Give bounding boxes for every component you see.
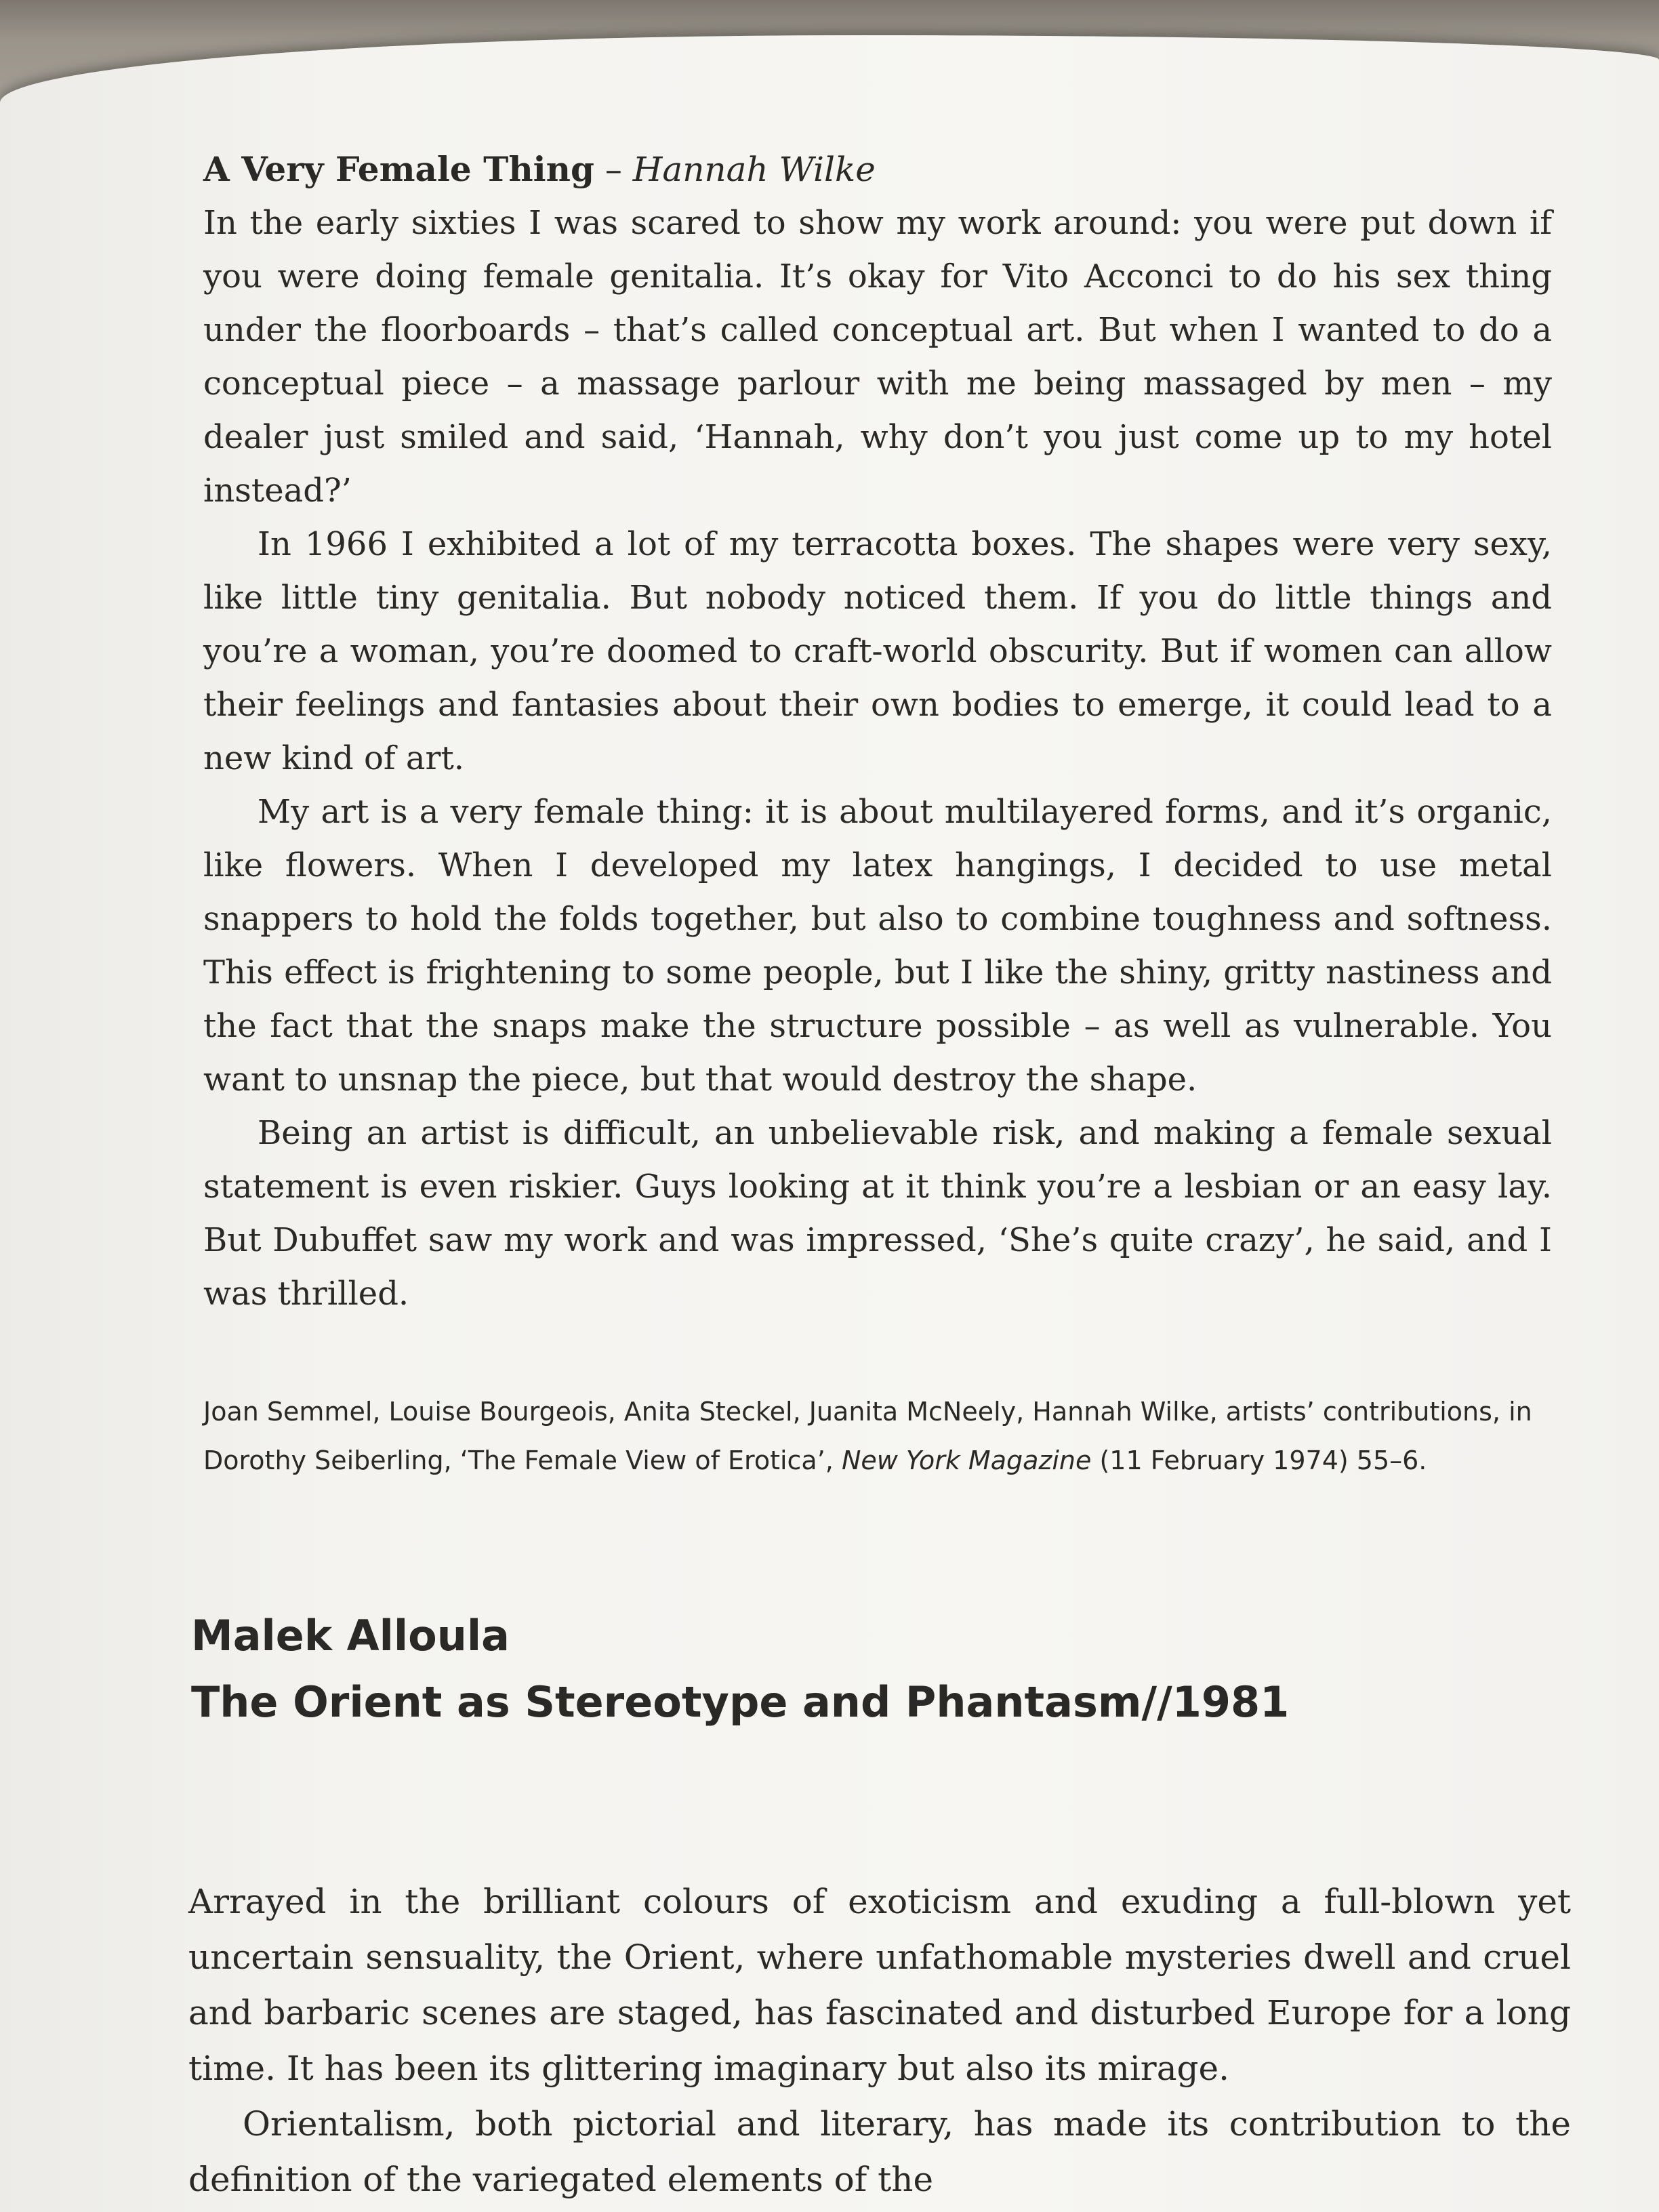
- citation-details: (11 February 1974) 55–6.: [1091, 1446, 1427, 1475]
- section-body: [188, 1874, 1571, 2207]
- essay-paragraph-2: In 1966 I exhibited a lot of my terracotta boxes. The shapes were very sexy, like little tiny genitalia. But nobody noticed them. If you do little things and you’re a woman, you’re doomed to craft-world obscurity. But if women can allow their feelings and fantasies about their own bodies to emerge, it could lead to a new kind of art.: [203, 525, 1552, 777]
- section-title: The Orient as Stereotype and Phantasm//1981: [191, 1677, 1290, 1727]
- section-paragraph-2: Orientalism, both pictorial and literary, has made its contribution to the definition of the variegated elements of the: [188, 2104, 1571, 2199]
- section-author: Malek Alloula: [191, 1611, 510, 1660]
- source-citation: [203, 1387, 1552, 1485]
- citation-journal: New York Magazine: [841, 1446, 1092, 1475]
- essay-paragraph-4: Being an artist is difficult, an unbelievable risk, and making a female sexual statement is even riskier. Guys looking at it think you’re a lesbian or an easy lay. But Dubuffet saw my work and was impressed, ‘She’s quite crazy’, he said, and I was thrilled.: [203, 1114, 1552, 1313]
- essay-author: Hannah Wilke: [632, 150, 876, 189]
- section-header: [191, 1603, 1574, 1736]
- citation-text: Joan Semmel, Louise Bourgeois, Anita Steckel, Juanita McNeely, Hannah Wilke, artists’ contributions, in Dorothy Seiberling, ‘The Female View of Erotica’,: [203, 1397, 1532, 1475]
- essay-title: A Very Female Thing: [203, 149, 594, 189]
- essay-title-separator: –: [594, 150, 633, 189]
- section-paragraph-1: Arrayed in the brilliant colours of exoticism and exuding a full-blown yet uncertain sensuality, the Orient, where unfathomable mysteries dwell and cruel and barbaric scenes are staged, has fascinated and disturbed Europe for a long time. It has been its glittering imaginary but also its mirage.: [188, 1882, 1571, 2088]
- essay-block: [203, 142, 1552, 1485]
- essay-paragraph-3: My art is a very female thing: it is about multilayered forms, and it’s organic, like flowers. When I developed my latex hangings, I decided to use metal snappers to hold the folds together, but also to combine toughness and softness. This effect is frightening to some people, but I like the shiny, gritty nastiness and the fact that the snaps make the structure possible – as well as vulnerable. You want to unsnap the piece, but that would destroy the shape.: [203, 793, 1552, 1099]
- essay-paragraph-1: In the early sixties I was scared to show my work around: you were put down if you were doing female genitalia. It’s okay for Vito Acconci to do his sex thing under the floorboards – that’s called conceptual art. But when I wanted to do a conceptual piece – a massage parlour with me being massaged by men – my dealer just smiled and said, ‘Hannah, why don’t you just come up to my hotel instead?’: [203, 204, 1552, 510]
- essay-heading: [203, 142, 1552, 197]
